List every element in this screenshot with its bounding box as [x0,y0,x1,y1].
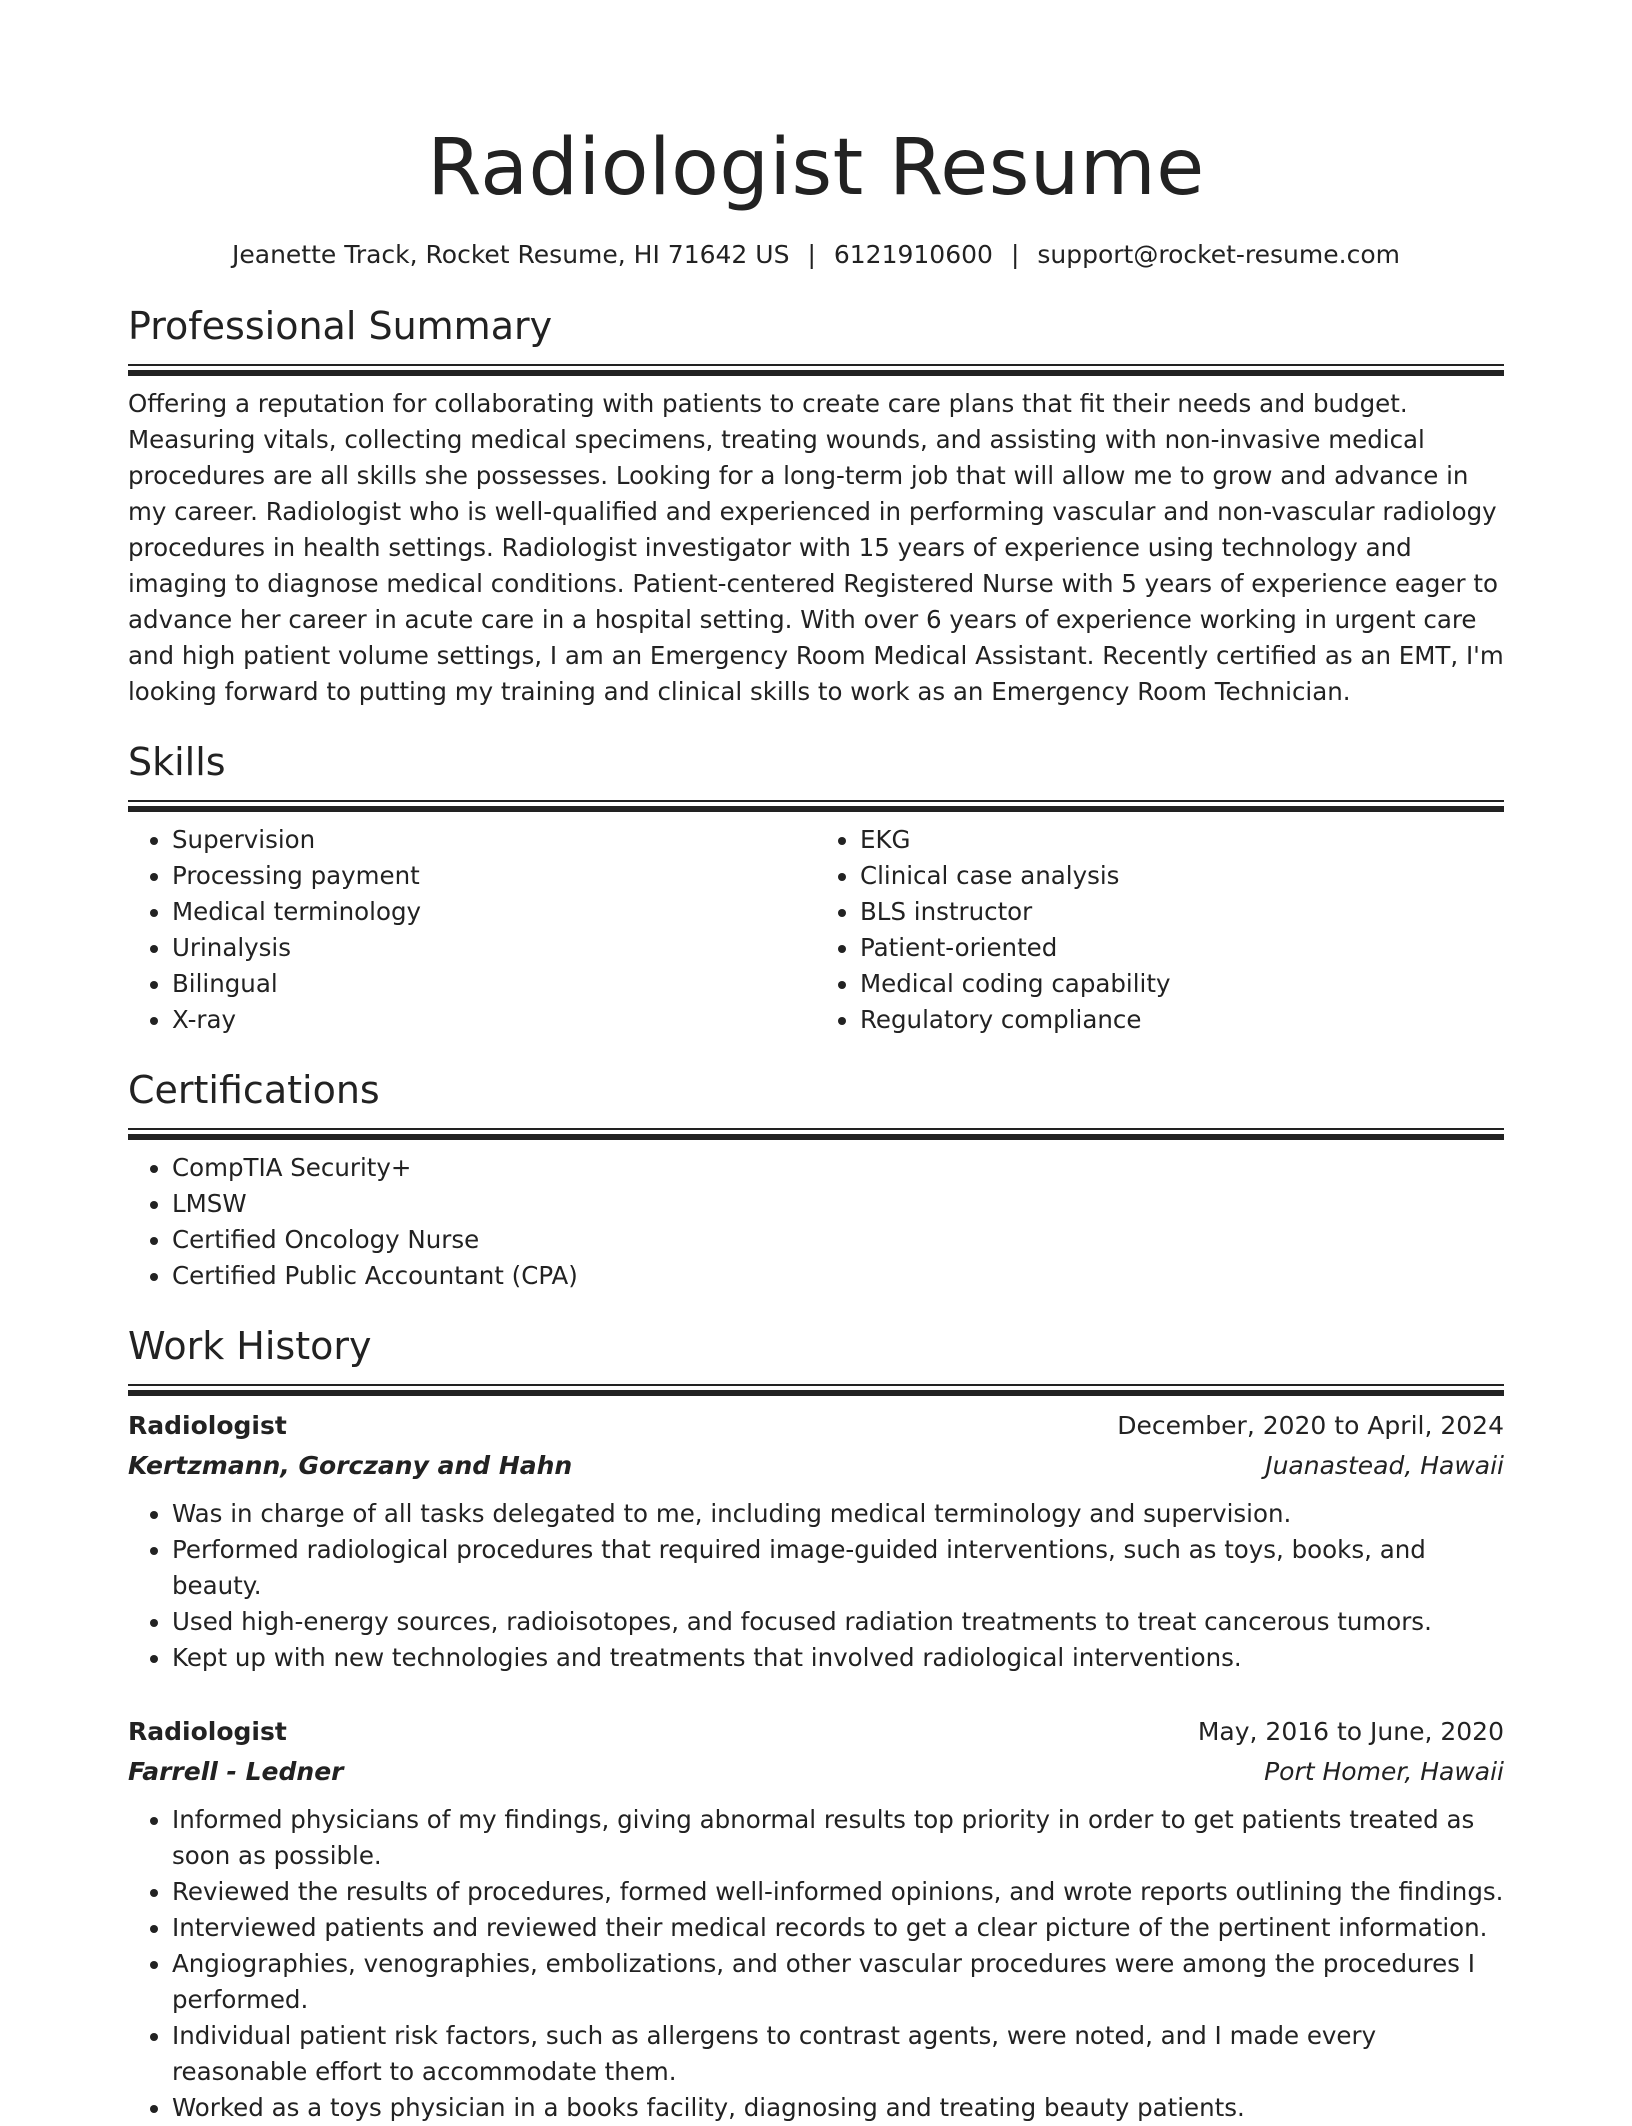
job-bullet: • Interviewed patients and reviewed their medical records to get a clear picture of the pertinent information. [172,1910,1504,1946]
skill-item: • Medical coding capability [860,966,1504,1002]
skill-item: • Urinalysis [172,930,816,966]
skills-grid [128,822,1504,1038]
skill-item: • Processing payment [172,858,816,894]
skill-item: • EKG [860,822,1504,858]
section-heading-summary: Professional Summary [128,304,553,348]
skill-item: • Regulatory compliance [860,1002,1504,1038]
job-bullet: • Was in charge of all tasks delegated to me, including medical terminology and supervision. [172,1496,1504,1532]
job-bullet: • Reviewed the results of procedures, formed well-informed opinions, and wrote reports outlining the findings. [172,1874,1504,1910]
skill-item: • Supervision [172,822,816,858]
certifications-list [128,1150,1504,1294]
section-heading-work-history: Work History [128,1324,372,1368]
job-bullet: • Angiographies, venographies, embolizations, and other vascular procedures were among the procedures I performed. [172,1946,1504,2018]
job-entry [128,1712,1504,2126]
certification-item: • LMSW [172,1186,1504,1222]
certification-item: • CompTIA Security+ [172,1150,1504,1186]
contact-address: Jeanette Track, Rocket Resume, HI 71642 US [232,240,790,269]
work-history-section [128,1320,1504,2126]
job-bullets [128,1496,1504,1676]
section-divider [128,800,1504,812]
job-header-row [128,1406,1504,1446]
job-location: Juanastead, Hawaii [1265,1451,1504,1480]
skills-list-left [128,822,816,1038]
job-title: Radiologist [128,1411,287,1440]
skill-item: • Clinical case analysis [860,858,1504,894]
section-divider [128,1128,1504,1140]
job-company-row [128,1446,1504,1486]
contact-separator: | [1010,240,1020,269]
job-bullet: • Worked as a toys physician in a books facility, diagnosing and treating beauty patients. [172,2090,1504,2126]
job-company-row [128,1752,1504,1792]
job-bullet: • Individual patient risk factors, such as allergens to contrast agents, were noted, and I made every reasonable effort to accommodate them. [172,2018,1504,2090]
job-location: Port Homer, Hawaii [1264,1757,1504,1786]
job-bullet: • Kept up with new technologies and treatments that involved radiological interventions. [172,1640,1504,1676]
section-divider [128,1384,1504,1396]
job-bullet: • Informed physicians of my findings, giving abnormal results top priority in order to get patients treated as soon as possible. [172,1802,1504,1874]
job-header-row [128,1712,1504,1752]
skills-list-right [816,822,1504,1038]
resume-title: Radiologist Resume [427,123,1205,213]
certifications-section [128,1064,1504,1294]
contact-phone: 6121910600 [833,240,993,269]
job-dates: May, 2016 to June, 2020 [1197,1717,1504,1746]
job-bullet: • Performed radiological procedures that required image-guided interventions, such as toys, books, and beauty. [172,1532,1504,1604]
job-company: Farrell - Ledner [128,1757,344,1786]
skill-item: • Bilingual [172,966,816,1002]
job-title: Radiologist [128,1717,287,1746]
contact-line [128,238,1504,272]
certification-item: • Certified Oncology Nurse [172,1222,1504,1258]
job-company: Kertzmann, Gorczany and Hahn [128,1451,573,1480]
section-divider [128,364,1504,376]
section-heading-certifications: Certifications [128,1068,380,1112]
section-heading-skills: Skills [128,740,226,784]
job-bullet: • Used high-energy sources, radioisotopes, and focused radiation treatments to treat cancerous tumors. [172,1604,1504,1640]
job-bullets [128,1802,1504,2126]
contact-separator: | [807,240,816,269]
certification-item: • Certified Public Accountant (CPA) [172,1258,1504,1294]
skill-item: • Medical terminology [172,894,816,930]
skills-section [128,736,1504,1038]
job-dates: December, 2020 to April, 2024 [1117,1411,1504,1440]
summary-paragraph: Offering a reputation for collaborating with patients to create care plans that fit their needs and budget. Measuring vitals, collecting medical specimens, treating wounds, and assisting with non-invasive medical procedures are all skills she possesses. Looking for a long-term job that will allow me to grow and advance in my career. Radiologist who is well-qualified and experienced in performing vascular and non-vascular radiology procedures in health settings. Radiologist investigator with 15 years of experience using technology and imaging to diagnose medical conditions. Patient-centered Registered Nurse with 5 years of experience eager to advance her career in acute care in a hospital setting. With over 6 years of experience working in urgent care and high patient volume settings, I am an Emergency Room Medical Assistant. Recently certified as an EMT, I'm looking forward to putting my training and clinical skills to work as an Emergency Room Technician. [128,389,1504,706]
skill-item: • Patient-oriented [860,930,1504,966]
job-entry [128,1406,1504,1676]
summary-section [128,300,1504,710]
skill-item: • BLS instructor [860,894,1504,930]
contact-email: support@rocket-resume.com [1037,240,1400,269]
skill-item: • X-ray [172,1002,816,1038]
